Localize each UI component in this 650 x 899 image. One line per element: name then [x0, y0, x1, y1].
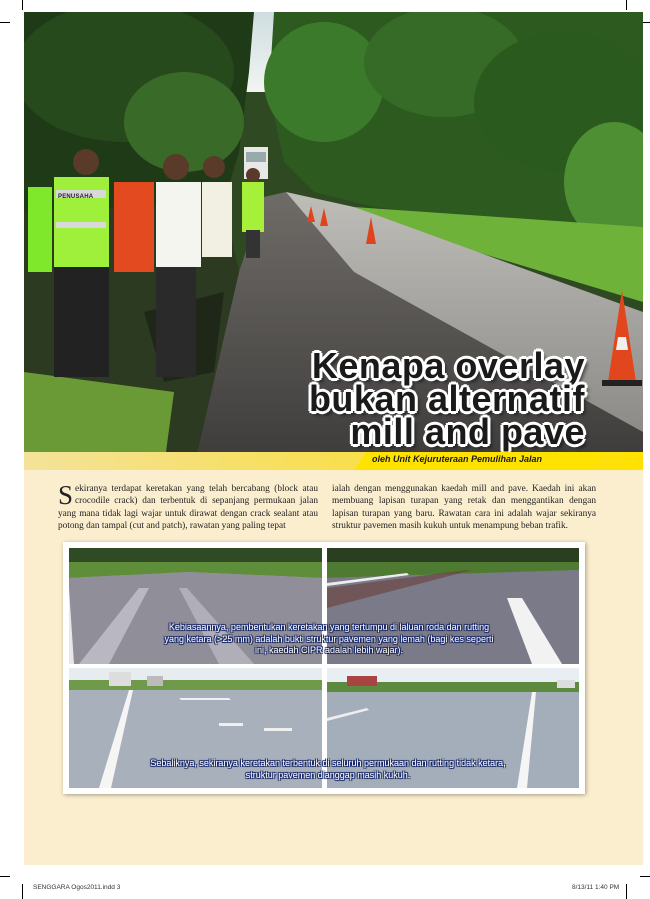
paragraph-col1: ekiranya terdapat keretakan yang telah bercabang (block atau crocodile crack) dan terbentuk di sepanjang permukaan jalan yang mana tidak lagi wajar untuk dirawat dengan crack sealant atau potong dan tampal (cut and patch), rawatan yang paling tepat	[58, 484, 318, 532]
title-line-1: Kenapa overlay	[311, 345, 585, 386]
article-column-2: ialah dengan menggunakan kaedah mill and pave. Kaedah ini akan membuang lapisan turapan yang retak dan menggantikan dengan lapisan turapan yang baru. Rawatan cara ini adalah wajar sekiranya struktur pavemen masih kukuh untuk menampung beban trafik.	[332, 484, 596, 532]
title-line-3: mill and pave	[350, 411, 585, 452]
magazine-page	[24, 12, 643, 865]
photo-collage	[63, 542, 585, 794]
article-title	[308, 345, 585, 452]
article-column-1	[58, 480, 318, 533]
footer-timestamp: 8/13/11 1:40 PM	[572, 884, 620, 891]
vest-lettering: PENUSAHA	[58, 194, 94, 200]
title-line-2: bukan alternatif	[308, 378, 585, 419]
caption-top: Kebiasaannya, pembentukan keretakan yang tertumpu di laluan roda dan rutting yang ketara (>25 mm) adalah bukti struktur pavemen yang lemah (bagi kes seperti ini, kaedah CIPR adalah lebih wajar).	[164, 622, 494, 655]
drop-cap: S	[58, 480, 74, 510]
caption-bottom: Sebaliknya, sekiranya keretakan terbentuk di seluruh permukaan dan rutting tidak ketara, struktur pavemen dianggap masih kukuh.	[150, 758, 506, 780]
article-author: oleh Unit Kejuruteraan Pemulihan Jalan	[372, 454, 543, 464]
footer-file-name: SENGGARA Ogos2011.indd 3	[33, 884, 121, 891]
